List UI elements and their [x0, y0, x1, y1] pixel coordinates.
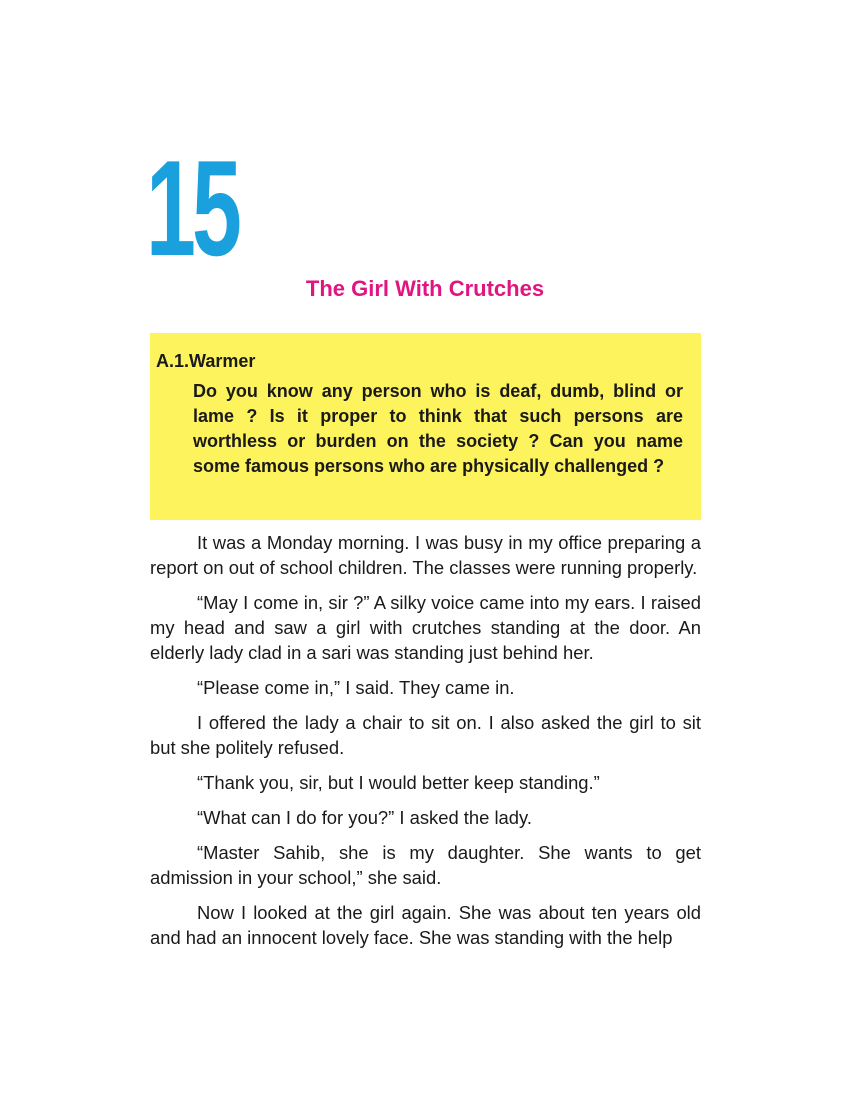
story-paragraph: “What can I do for you?” I asked the lady.	[197, 807, 532, 828]
story-paragraph: “Master Sahib, she is my daughter. She wants to get admission in your school,” she said.	[150, 842, 701, 888]
warmer-heading: A.1.Warmer	[156, 351, 256, 371]
warmer-box	[150, 333, 701, 520]
story-paragraph: I offered the lady a chair to sit on. I also asked the girl to sit but she politely refused.	[150, 712, 701, 758]
story-paragraph: “Thank you, sir, but I would better keep standing.”	[197, 772, 600, 793]
story-paragraph: “May I come in, sir ?” A silky voice came into my ears. I raised my head and saw a girl with crutches standing at the door. An elderly lady clad in a sari was standing just behind her.	[150, 592, 701, 663]
chapter-title: The Girl With Crutches	[305, 276, 545, 301]
story-paragraph: “Please come in,” I said. They came in.	[197, 677, 515, 698]
story-paragraph: It was a Monday morning. I was busy in my office preparing a report on out of school children. The classes were running properly.	[150, 532, 701, 578]
story-paragraph: Now I looked at the girl again. She was about ten years old and had an innocent lovely face. She was standing with the help	[150, 902, 701, 948]
story-text	[150, 530, 701, 960]
warmer-question: Do you know any person who is deaf, dumb, blind or lame ? Is it proper to think that such persons are worthless or burden on the society ? Can you name some famous persons who are physically challenged ?	[193, 381, 683, 476]
chapter-number: 15	[146, 132, 238, 284]
